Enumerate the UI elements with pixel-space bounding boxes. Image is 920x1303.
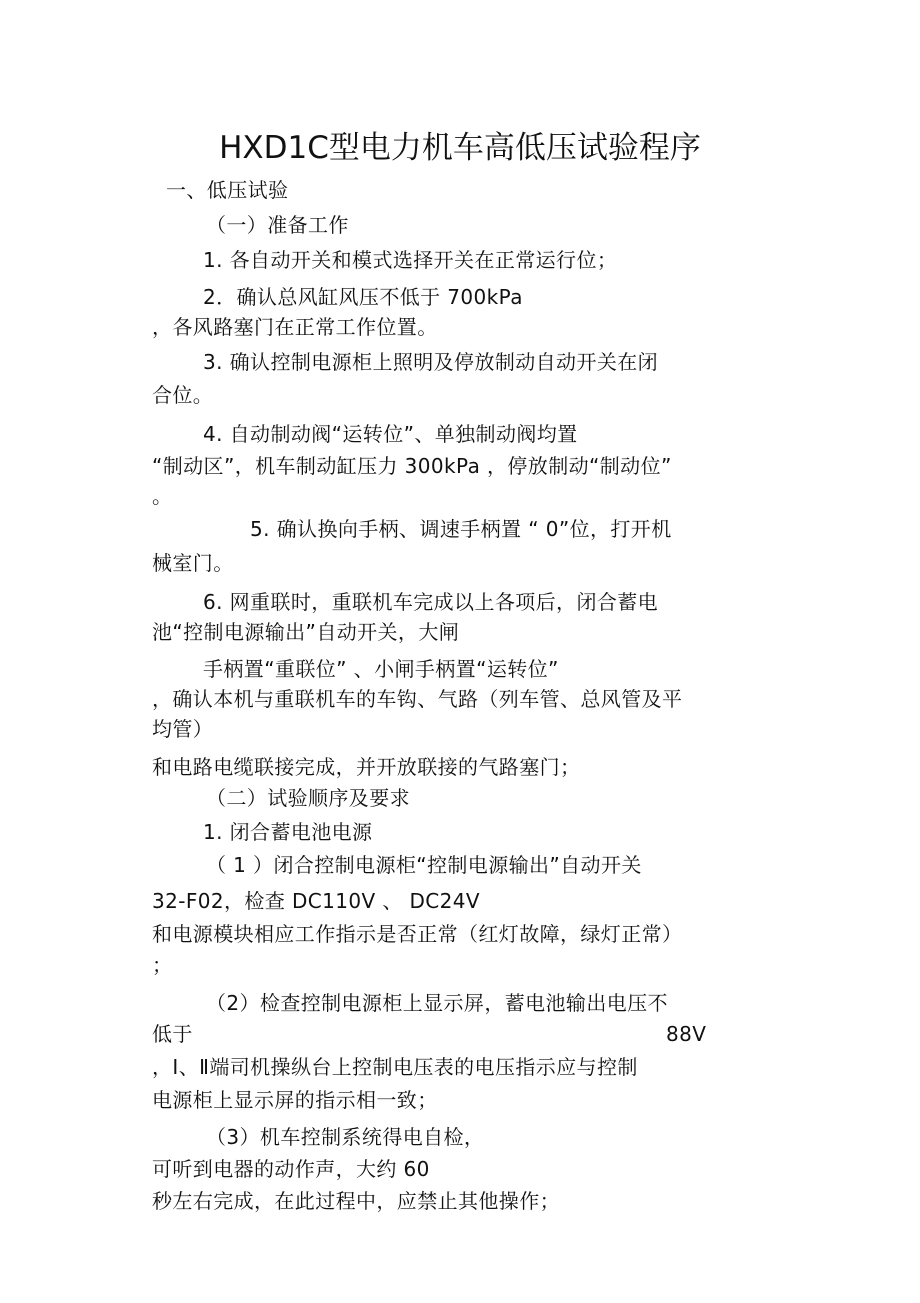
text-line: （2）检查控制电源柜上显示屏，蓄电池输出电压不 [206,991,668,1015]
subsection-heading-preparation: （一）准备工作 [206,213,349,237]
text-line: 秒左右完成，在此过程中，应禁止其他操作； [152,1189,560,1213]
text-line: （ 1 ）闭合控制电源柜“控制电源输出”自动开关 [206,853,642,877]
text-line: 合位。 [152,383,214,407]
section-heading-low-voltage: 一、低压试验 [166,178,289,202]
text-line: ，确认本机与重联机车的车钩、气路（列车管、总风管及平 [152,687,683,711]
text-line: “制动区”，机车制动缸压力 300kPa ，停放制动“制动位” [152,454,672,478]
text-line: （3）机车控制系统得电自检， [206,1125,485,1149]
text-line: 32-F02，检查 DC110V 、 DC24V [152,889,481,913]
text-line: ，Ⅰ、Ⅱ端司机操纵台上控制电压表的电压指示应与控制 [152,1055,638,1079]
text-line: 和电源模块相应工作指示是否正常（红灯故障，绿灯正常） [152,922,683,946]
text-line: 手柄置“重联位” 、小闸手柄置“运转位” [203,657,559,681]
text-line: 88V [666,1022,707,1046]
text-line: ，各风路塞门在正常工作位置。 [152,315,438,339]
text-line: 1. 闭合蓄电池电源 [203,820,373,844]
text-line: 电源柜上显示屏的指示相一致； [152,1088,438,1112]
subsection-heading-test-sequence: （二）试验顺序及要求 [206,786,410,810]
document-title: HXD1C型电力机车高低压试验程序 [219,130,701,166]
text-line: 可听到电器的动作声，大约 60 [152,1157,430,1181]
text-line: 均管） [152,717,214,741]
text-line: 3. 确认控制电源柜上照明及停放制动自动开关在闭 [203,350,659,374]
text-line: ； [152,953,173,977]
text-line: 和电路电缆联接完成，并开放联接的气路塞门； [152,755,581,779]
text-line: 2．确认总风缸风压不低于 700kPa [203,285,523,309]
text-line: 。 [152,484,173,508]
text-line: 池“控制电源输出”自动开关，大闸 [152,620,460,644]
text-line: 5. 确认换向手柄、调速手柄置 “ 0”位，打开机 [250,517,672,541]
text-line: 1. 各自动开关和模式选择开关在正常运行位； [203,248,618,272]
text-line: 4. 自动制动阀“运转位”、单独制动阀均置 [203,422,578,446]
text-line: 械室门。 [152,551,234,575]
text-line: 6. 网重联时，重联机车完成以上各项后，闭合蓄电 [203,590,659,614]
text-line: 低于 [152,1022,193,1046]
